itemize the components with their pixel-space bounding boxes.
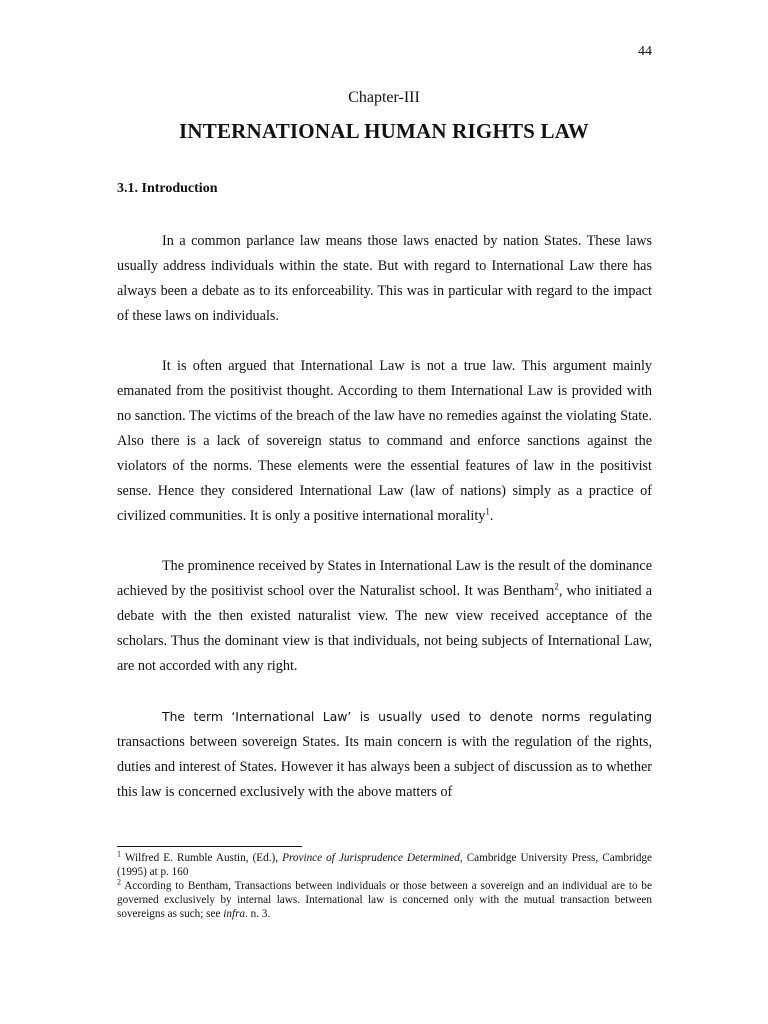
footnote-1-text: Wilfred E. Rumble Austin, (Ed.), (121, 852, 283, 864)
paragraph-3-text: The prominence received by States in International Law is the result of the dominance achieved by the positivist school over the Naturalist school. It was Bentham (117, 558, 652, 599)
paragraph-2-text: It is often argued that International Law is not a true law. This argument mainly emanated from the positivist thought. According to them International Law is provided with no sanction. The victims of the breach of the law have no remedies against the violating State. Also there is a lack of sovereign status to command and enforce sanctions against the violators of the norms. These elements were the essential features of law in the positivist sense. Hence they considered International Law (law of nations) simply as a practice of civilized communities. It is only a positive international morality (117, 358, 652, 524)
footnote-2-infra: infra (223, 908, 246, 920)
paragraph-2-end: . (489, 508, 494, 524)
paragraph-4-first-line: The term ‘International Law’ is usually used to denote norms regulating (162, 709, 652, 724)
footnote-ref-2[interactable]: 2 (554, 581, 559, 592)
chapter-label: Chapter-III (348, 89, 420, 106)
footnote-rule (117, 846, 302, 847)
footnote-2-text-end: . n. 3. (245, 908, 271, 920)
footnote-2-text: According to Bentham, Transactions between individuals or those between a sovereign and an individual are to be governed exclusively by internal laws. International law is concerned only with the mutual transaction between sovereigns as such; see (117, 880, 652, 920)
paragraph-4 (117, 704, 652, 805)
paragraph-4-text: transactions between sovereign States. Its main concern is with the regulation of the rights, duties and interest of States. However it has always been a subject of discussion as to whether this law is concerned exclusively with the above matters of (117, 734, 652, 800)
footnote-2-number: 2 (117, 877, 121, 887)
footnote-1-number: 1 (117, 849, 121, 859)
footnote-ref-1[interactable]: 1 (485, 506, 490, 517)
body-text (117, 229, 652, 805)
footnote-2 (117, 879, 652, 921)
paragraph-3 (117, 554, 652, 679)
page-number: 44 (638, 44, 652, 59)
paragraph-1: In a common parlance law means those laws enacted by nation States. These laws usually address individuals within the state. But with regard to International Law there has always been a debate as to its enforceability. This was in particular with regard to the impact of these laws on individuals. (117, 233, 652, 324)
footnote-1 (117, 851, 652, 879)
chapter-title: INTERNATIONAL HUMAN RIGHTS LAW (179, 119, 589, 143)
footnote-1-text-end: Cambridge University Press, Cambridge (1995) at p. 160 (117, 852, 652, 878)
footnote-1-title: Province of Jurisprudence Determined, (282, 852, 463, 864)
paragraph-3-end: , who initiated a debate with the then existed naturalist view. The new view received acceptance of the scholars. Thus the dominant view is that individuals, not being subjects of International Law, are not accorded with any right. (117, 583, 652, 674)
section-heading: 3.1. Introduction (117, 181, 218, 196)
paragraph-2 (117, 354, 652, 529)
footnotes (117, 851, 652, 921)
